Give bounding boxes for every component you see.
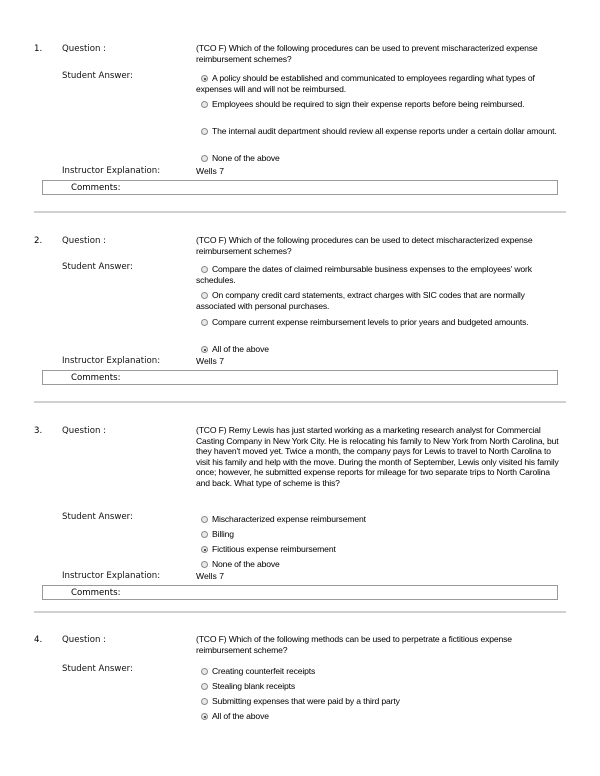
divider bbox=[34, 211, 566, 213]
instructor-explanation-label: Instructor Explanation: bbox=[62, 356, 161, 366]
student-answer-label: Student Answer: bbox=[62, 664, 133, 674]
comments-label: Comments: bbox=[71, 373, 121, 383]
answer-option: Compare current expense reimbursement levels to prior years and budgeted amounts. bbox=[196, 317, 566, 328]
radio-icon bbox=[201, 155, 208, 162]
question-number: 1. bbox=[34, 44, 43, 54]
answer-option: Billing bbox=[196, 529, 566, 540]
question-text: (TCO F) Which of the following procedures can be used to detect mischaracterized expense reimbursement schemes? bbox=[196, 235, 533, 256]
instructor-explanation: Wells 7 bbox=[196, 571, 225, 581]
question-number: 2. bbox=[34, 236, 43, 246]
instructor-explanation: Wells 7 bbox=[196, 356, 225, 366]
answer-option: On company credit card statements, extract charges with SIC codes that are normally associated with personal purchases. bbox=[196, 290, 525, 311]
radio-icon bbox=[201, 319, 208, 326]
radio-icon bbox=[201, 266, 208, 273]
answer-option: Fictitious expense reimbursement bbox=[196, 544, 566, 555]
radio-selected-icon bbox=[201, 75, 208, 82]
answer-option: All of the above bbox=[196, 711, 566, 722]
question-label: Question : bbox=[62, 236, 107, 246]
answer-option: A policy should be established and communicated to employees regarding what types of expenses will and will not be reimbursed. bbox=[196, 73, 535, 94]
radio-icon bbox=[201, 531, 208, 538]
question-label: Question : bbox=[62, 426, 107, 436]
radio-icon bbox=[201, 561, 208, 568]
student-answer-label: Student Answer: bbox=[62, 512, 133, 522]
radio-icon bbox=[201, 292, 208, 299]
comments-box bbox=[42, 585, 558, 600]
answer-option: None of the above bbox=[196, 559, 566, 570]
answer-option: Stealing blank receipts bbox=[196, 681, 566, 692]
student-answer-label: Student Answer: bbox=[62, 71, 133, 81]
comments-box bbox=[42, 370, 558, 385]
radio-icon bbox=[201, 698, 208, 705]
question-text: (TCO F) Which of the following methods can be used to perpetrate a fictitious expense reimbursement scheme? bbox=[196, 634, 512, 655]
instructor-explanation-label: Instructor Explanation: bbox=[62, 571, 161, 581]
radio-selected-icon bbox=[201, 713, 208, 720]
student-answer-label: Student Answer: bbox=[62, 262, 133, 272]
radio-icon bbox=[201, 516, 208, 523]
question-label: Question : bbox=[62, 635, 107, 645]
answer-option: Mischaracterized expense reimbursement bbox=[196, 514, 566, 525]
answer-option: All of the above bbox=[196, 344, 566, 355]
comments-box bbox=[42, 180, 558, 195]
instructor-explanation-label: Instructor Explanation: bbox=[62, 166, 161, 176]
question-number: 4. bbox=[34, 635, 43, 645]
radio-icon bbox=[201, 683, 208, 690]
comments-label: Comments: bbox=[71, 183, 121, 193]
divider bbox=[34, 401, 566, 403]
radio-icon bbox=[201, 101, 208, 108]
comments-label: Comments: bbox=[71, 588, 121, 598]
radio-selected-icon bbox=[201, 546, 208, 553]
answer-option: Compare the dates of claimed reimbursable business expenses to the employees' work schedules. bbox=[196, 264, 532, 285]
question-text: (TCO F) Remy Lewis has just started working as a marketing research analyst for Commercial Casting Company in New York City. He is relocating his family to New York from North Carolina, but they haven't moved yet. Twice a month, the company pays for Lewis to travel to North Carolina to visit his family and help with the move. During the month of September, Lewis only visited his family once; however, he submitted expense reports for mileage for two separate trips to North Carolina and back. What type of scheme is this? bbox=[196, 425, 559, 488]
answer-option: The internal audit department should review all expense reports under a certain dollar amount. bbox=[196, 126, 566, 137]
radio-icon bbox=[201, 128, 208, 135]
question-number: 3. bbox=[34, 426, 43, 436]
answer-option: Creating counterfeit receipts bbox=[196, 666, 566, 677]
answer-option: Employees should be required to sign their expense reports before being reimbursed. bbox=[196, 99, 566, 110]
radio-icon bbox=[201, 668, 208, 675]
question-label: Question : bbox=[62, 44, 107, 54]
instructor-explanation: Wells 7 bbox=[196, 166, 225, 176]
answer-option: None of the above bbox=[196, 153, 566, 164]
question-text: (TCO F) Which of the following procedures can be used to prevent mischaracterized expense reimbursement schemes? bbox=[196, 43, 538, 64]
answer-option: Submitting expenses that were paid by a third party bbox=[196, 696, 566, 707]
divider bbox=[34, 611, 566, 613]
radio-selected-icon bbox=[201, 346, 208, 353]
